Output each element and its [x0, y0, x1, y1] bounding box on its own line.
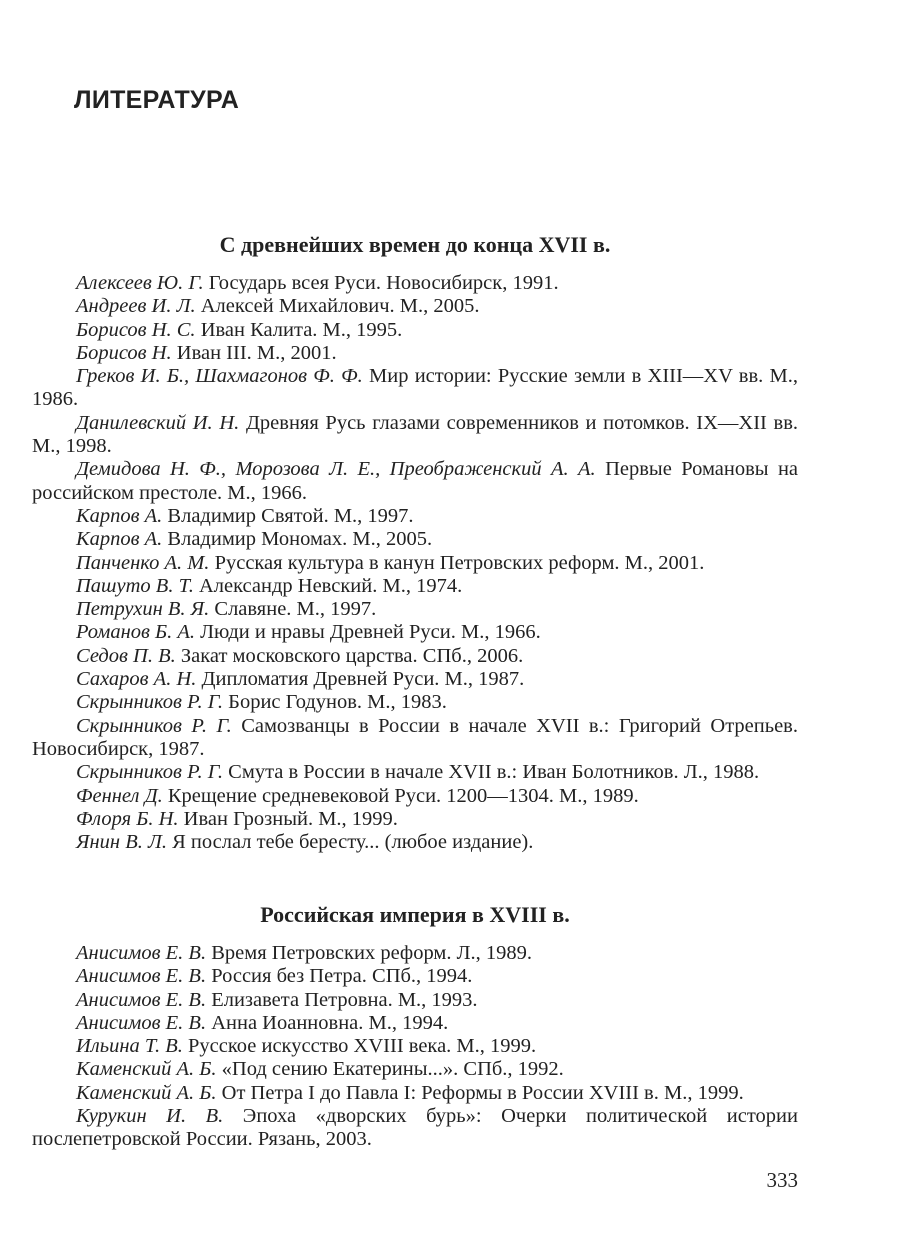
entry-text: Крещение средневековой Руси. 1200—1304. М., 1989. [167, 784, 639, 807]
bibliography-entry [32, 989, 798, 1012]
bibliography-entry [32, 668, 798, 691]
entry-author: Борисов Н. С. [76, 318, 196, 341]
entry-author: Скрынников Р. Г. [76, 714, 232, 737]
entry-text: Александр Невский. М., 1974. [198, 574, 463, 597]
bibliography-entry [32, 598, 798, 621]
entry-text: Смута в России в начале XVII в.: Иван Болотников. Л., 1988. [228, 761, 760, 784]
entry-author: Анисимов Е. В. [76, 942, 207, 964]
entry-text: Русская культура в канун Петровских реформ. М., 2001. [214, 551, 705, 574]
entry-text: «Под сению Екатерины...». СПб., 1992. [221, 1058, 564, 1081]
entry-author: Анисимов Е. В. [76, 988, 207, 1011]
bibliography-entry [32, 412, 798, 459]
entry-author: Панченко А. М. [76, 551, 210, 574]
bibliography-entry [32, 761, 798, 784]
bibliography-entry [32, 965, 798, 988]
entry-author: Карпов А. [76, 528, 163, 551]
entry-text: Владимир Мономах. М., 2005. [167, 528, 433, 551]
entry-text: Иван III. М., 2001. [176, 341, 337, 364]
bibliography-section-russian-empire [32, 900, 798, 1152]
section-title: С древнейших времен до конца XVII в. [219, 232, 611, 257]
entry-author: Янин В. Л. [76, 831, 167, 854]
entry-text: Дипломатия Древней Руси. М., 1987. [201, 668, 525, 691]
entry-author: Алексеев Ю. Г. [76, 272, 204, 294]
entry-author: Флоря Б. Н. [76, 807, 179, 830]
entry-text: От Петра I до Павла I: Реформы в России XVIII в. М., 1999. [221, 1081, 744, 1104]
bibliography-entry [32, 808, 798, 831]
entry-text: Самозванцы в России в начале XVII в.: Григорий Отрепьев. Новосибирск, 1987. [32, 714, 798, 760]
entry-text: Борис Годунов. М., 1983. [228, 691, 447, 714]
entry-author: Каменский А. Б. [76, 1058, 217, 1081]
entry-text: Первые Романовы на российском престоле. М., 1966. [32, 458, 799, 504]
entry-author: Феннел Д. [76, 784, 163, 807]
bibliography-entry [32, 272, 798, 295]
entry-author: Романов Б. А. [76, 621, 196, 644]
bibliography-entry [32, 458, 798, 505]
bibliography-entry [32, 342, 798, 365]
bibliography-entry [32, 295, 798, 318]
section-title: Российская империя в XVIII в. [260, 902, 570, 927]
entry-text: Древняя Русь глазами современников и потомков. IX—XII вв. М., 1998. [32, 411, 799, 458]
entry-author: Ильина Т. В. [76, 1035, 183, 1058]
entry-text: Государь всея Руси. Новосибирск, 1991. [208, 272, 559, 294]
entry-author: Греков И. Б., Шахмагонов Ф. Ф. [76, 365, 363, 388]
entry-text: Иван Калита. М., 1995. [200, 318, 403, 341]
bibliography-entry [32, 942, 798, 965]
entry-author: Скрынников Р. Г. [76, 761, 224, 784]
bibliography-entry [32, 691, 798, 714]
entry-author: Борисов Н. [76, 341, 172, 364]
entry-text: Время Петровских реформ. Л., 1989. [211, 942, 533, 964]
entry-text: Русское искусство XVIII века. М., 1999. [188, 1035, 537, 1058]
entry-text: Эпоха «дворских бурь»: Очерки политической истории послепетровской России. Рязань, 2003. [32, 1105, 798, 1151]
entry-text: Я послал тебе бересту... (любое издание). [172, 831, 534, 854]
bibliography-section-ancient-rus [32, 230, 798, 854]
bibliography-entry [32, 831, 798, 854]
entry-author: Анисимов Е. В. [76, 1011, 207, 1034]
bibliography-entry [32, 645, 798, 668]
bibliography-entry [32, 1012, 798, 1035]
bibliography-entry [32, 319, 798, 342]
entry-author: Петрухин В. Я. [76, 598, 210, 621]
entry-author: Седов П. В. [76, 644, 176, 667]
entry-author: Пашуто В. Т. [76, 574, 194, 597]
entry-text: Владимир Святой. М., 1997. [167, 504, 414, 527]
entry-author: Андреев И. Л. [76, 295, 196, 318]
bibliography-entry [32, 621, 798, 644]
entry-text: Мир истории: Русские земли в XIII—XV вв. М., 1986. [32, 365, 798, 411]
entry-text: Алексей Михайлович. М., 2005. [200, 295, 480, 318]
entry-author: Анисимов Е. В. [76, 965, 207, 988]
entry-text: Россия без Петра. СПб., 1994. [211, 965, 473, 988]
entry-text: Анна Иоанновна. М., 1994. [211, 1011, 449, 1034]
bibliography-entry [32, 1082, 798, 1105]
entry-text: Люди и нравы Древней Руси. М., 1966. [200, 621, 541, 644]
entry-author: Скрынников Р. Г. [76, 691, 224, 714]
entry-author: Данилевский И. Н. [76, 411, 240, 434]
page-number: 333 [766, 1168, 798, 1192]
entry-author: Демидова Н. Ф., Морозова Л. Е., Преображенский А. А. [76, 458, 596, 481]
bibliography-entry [32, 552, 798, 575]
entry-author: Курукин И. В. [76, 1105, 224, 1128]
bibliography-entry [32, 365, 798, 412]
bibliography-entry [32, 785, 798, 808]
entry-author: Каменский А. Б. [76, 1081, 217, 1104]
bibliography-entry [32, 505, 798, 528]
bibliography-entry [32, 1105, 798, 1152]
bibliography-list [32, 942, 798, 1152]
entry-text: Славяне. М., 1997. [214, 598, 377, 621]
bibliography-entry [32, 1058, 798, 1081]
bibliography-entry [32, 1035, 798, 1058]
entry-text: Иван Грозный. М., 1999. [183, 807, 398, 830]
entry-author: Сахаров А. Н. [76, 668, 197, 691]
bibliography-entry [32, 528, 798, 551]
page-heading: ЛИТЕРАТУРА [74, 86, 240, 114]
entry-text: Закат московского царства. СПб., 2006. [180, 644, 524, 667]
bibliography-entry [32, 715, 798, 762]
entry-author: Карпов А. [76, 504, 163, 527]
bibliography-entry [32, 575, 798, 598]
bibliography-list [32, 272, 798, 854]
entry-text: Елизавета Петровна. М., 1993. [211, 988, 478, 1011]
